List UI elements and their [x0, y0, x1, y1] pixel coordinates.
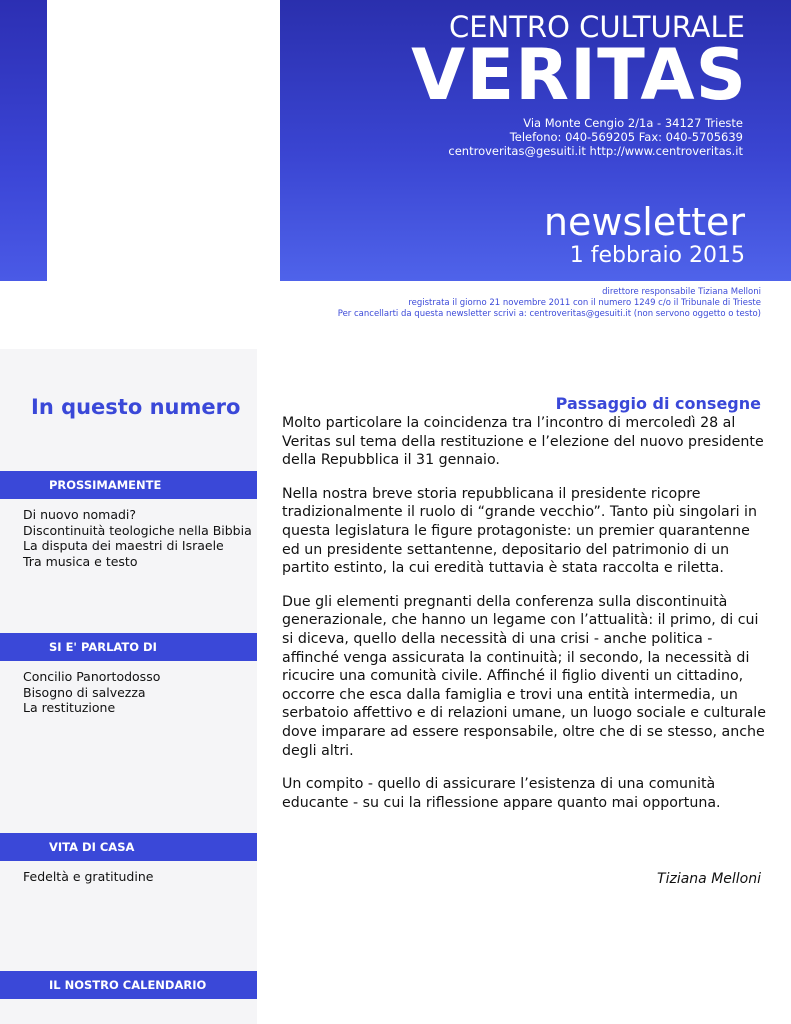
list-item[interactable]: Bisogno di salvezza: [23, 684, 146, 700]
section-list-vita-di-casa: [23, 869, 153, 885]
header-banner: [280, 0, 791, 281]
list-item[interactable]: Tra musica e testo: [23, 553, 138, 569]
section-list-prossimamente: [23, 507, 252, 569]
section-title: VITA DI CASA: [49, 840, 135, 854]
section-bar-vita-di-casa: [0, 833, 257, 861]
article-body: [282, 414, 767, 827]
article-paragraph: Un compito - quello di assicurare l’esistenza di una comunità educante - su cui la riflessione appare quanto mai opportuna.: [282, 776, 721, 811]
article-paragraph: Nella nostra breve storia repubblicana il presidente ricopre tradizionalmente il ruolo di “grande vecchio”. Tanto più singolari in questa legislatura le figure protagoniste: un premier quarantenne ed un presidente settantenne, depositario del patrimonio di un partito estinto, la cui eredità tuttavia è stata raccolta e riletta.: [282, 485, 757, 577]
section-title: PROSSIMAMENTE: [49, 478, 162, 492]
article-title: Passaggio di consegne: [555, 394, 761, 413]
section-bar-il-nostro-calendario: [0, 971, 257, 999]
list-item[interactable]: La restituzione: [23, 700, 116, 715]
meta-unsubscribe[interactable]: Per cancellarti da questa newsletter scrivi a: centroveritas@gesuiti.it (non servono oggetto o testo): [337, 309, 761, 319]
article-paragraph: Molto particolare la coincidenza tra l’incontro di mercoledì 28 al Veritas sul tema della restituzione e l’elezione del nuovo presidente della Repubblica il 31 gennaio.: [282, 415, 764, 469]
article-paragraph: Due gli elementi pregnanti della conferenza sulla discontinuità generazionale, che hanno un legame con l’attualità: il primo, di cui si diceva, quello della necessità di una crisi - anche politica - affinché venga assicurata la continuità; il secondo, la necessità di ricucire una comunità civile. Affinché il figlio diventi un cittadino, occorre che esca dalla famiglia e trovi una entità intermedia, un serbatoio affettivo e di relazioni umane, un luogo sociale e culturale dove imparare ad essere responsabile, oltre che di se stesso, anche degli altri.: [282, 593, 766, 759]
section-title: IL NOSTRO CALENDARIO: [49, 978, 207, 992]
meta-info: [338, 287, 761, 320]
list-item[interactable]: Di nuovo nomadi?: [23, 507, 137, 522]
org-name-top: CENTRO CULTURALE: [448, 10, 745, 44]
newsletter-title: newsletter: [543, 200, 745, 244]
newsletter-date: 1 febbraio 2015: [569, 243, 745, 268]
contact-block: [448, 116, 743, 158]
list-item[interactable]: Fedeltà e gratitudine: [23, 869, 154, 884]
email-web[interactable]: centroveritas@gesuiti.it http://www.centroveritas.it: [448, 144, 743, 158]
sidebar-heading: In questo numero: [31, 395, 241, 419]
org-name-main: VERITAS: [411, 34, 747, 116]
left-decorative-bar: [0, 0, 47, 281]
phone-fax: Telefono: 040-569205 Fax: 040-5705639: [509, 130, 743, 144]
section-bar-prossimamente: [0, 471, 257, 499]
list-item[interactable]: Concilio Panortodosso: [23, 669, 161, 684]
list-item[interactable]: Discontinuità teologiche nella Bibbia: [23, 522, 252, 538]
section-bar-si-e-parlato-di: [0, 633, 257, 661]
list-item[interactable]: La disputa dei maestri di Israele: [23, 538, 224, 553]
meta-registration: registrata il giorno 21 novembre 2011 con il numero 1249 c/o il Tribunale di Trieste: [408, 298, 761, 308]
section-title: SI E' PARLATO DI: [49, 640, 157, 654]
meta-director: direttore responsabile Tiziana Melloni: [602, 287, 761, 297]
article-signature: Tiziana Melloni: [657, 871, 761, 887]
address: Via Monte Cengio 2/1a - 34127 Trieste: [523, 116, 743, 130]
section-list-si-e-parlato-di: [23, 669, 160, 716]
